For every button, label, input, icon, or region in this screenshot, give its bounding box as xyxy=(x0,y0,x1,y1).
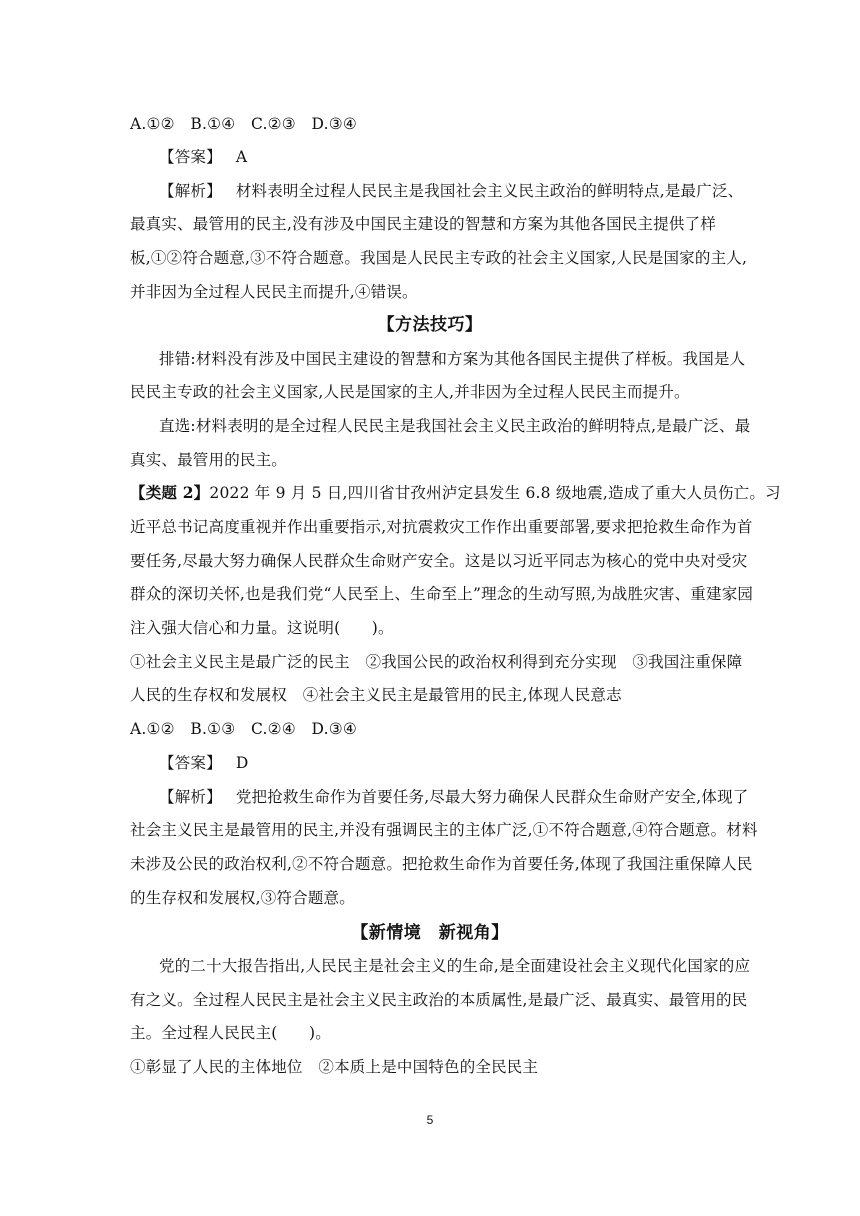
tips-line-2: 民民主专政的社会主义国家,人民是国家的主人,并非因为全过程人民民主而提升。 xyxy=(130,383,690,401)
analysis-text: 党把抢救生命作为首要任务,尽最大努力确保人民群众生命财产安全,体现了 xyxy=(235,788,749,806)
q2-analysis-line-2: 社会主义民主是最管用的民主,并没有强调民主的主体广泛,①不符合题意,④符合题意。材料 xyxy=(130,821,758,839)
q2-choice-line-2: 人民的生存权和发展权 ④社会主义民主是最管用的民主,体现人民意志 xyxy=(130,686,622,704)
q2-options: A.①② B.①③ C.②④ D.③④ xyxy=(130,720,357,738)
q2-stem-text: 2022 年 9 月 5 日,四川省甘孜州泸定县发生 6.8 级地震,造成了重大人员伤亡。习 xyxy=(209,484,781,502)
q1-analysis-line-4: 并非因为全过程人民民主而提升,④错误。 xyxy=(130,283,418,301)
q2-stem-line-3: 要任务,尽最大努力确保人民群众生命财产安全。这是以习近平同志为核心的党中央对受灾 xyxy=(130,552,748,570)
tips-line-4: 真实、最管用的民主。 xyxy=(130,451,288,469)
answer-label: 【答案】 xyxy=(159,754,222,772)
analysis-text: 材料表明全过程人民民主是我国社会主义民主政治的鲜明特点,是最广泛、 xyxy=(235,182,744,200)
q2-analysis-line-3: 未涉及公民的政治权利,②不符合题意。把抢救生命作为首要任务,体现了我国注重保障人民 xyxy=(130,855,753,873)
q2-stem-line-2: 近平总书记高度重视并作出重要指示,对抗震救灾工作作出重要部署,要求把抢救生命作为首 xyxy=(130,518,753,536)
page-number: 5 xyxy=(426,1113,434,1127)
answer-value: D xyxy=(235,754,249,772)
answer-value: A xyxy=(235,148,248,166)
q1-analysis-line-2: 最真实、最管用的民主,没有涉及中国民主建设的智慧和方案为其他各国民主提供了样 xyxy=(130,215,717,233)
q2-stem-line-4: 群众的深切关怀,也是我们党“人民至上、生命至上”理念的生动写照,为战胜灾害、重建家园 xyxy=(130,585,754,603)
q2-choice-line-1: ①社会主义民主是最广泛的民主 ②我国公民的政治权利得到充分实现 ③我国注重保障 xyxy=(130,653,743,671)
tips-line-1: 排错:材料没有涉及中国民主建设的智慧和方案为其他各国民主提供了样板。我国是人 xyxy=(159,350,746,368)
q1-answer xyxy=(159,147,759,167)
q1-analysis-line-3: 板,①②符合题意,③不符合题意。我国是人民民主专政的社会主义国家,人民是国家的主人, xyxy=(130,249,748,267)
new-stem-line-3: 主。全过程人民民主( )。 xyxy=(130,1024,331,1042)
new-stem-line-2: 有之义。全过程人民民主是社会主义民主政治的本质属性,是最广泛、最真实、最管用的民 xyxy=(130,991,748,1009)
new-section-heading: 【新情境 新视角】 xyxy=(351,923,509,943)
q2-analysis-line-4: 的生存权和发展权,③符合题意。 xyxy=(130,889,355,907)
analysis-label: 【解析】 xyxy=(159,788,222,806)
q2-answer xyxy=(159,753,759,773)
tips-heading: 【方法技巧】 xyxy=(377,315,483,335)
analysis-label: 【解析】 xyxy=(159,182,222,200)
answer-label: 【答案】 xyxy=(159,148,222,166)
q2-stem-line-5: 注入强大信心和力量。这说明( )。 xyxy=(130,619,394,637)
new-stem-line-1: 党的二十大报告指出,人民民主是社会主义的生命,是全面建设社会主义现代化国家的应 xyxy=(159,957,751,975)
tips-line-3: 直选:材料表明的是全过程人民民主是我国社会主义民主政治的鲜明特点,是最广泛、最 xyxy=(159,417,751,435)
new-choice-line: ①彰显了人民的主体地位 ②本质上是中国特色的全民民主 xyxy=(130,1058,539,1076)
q2-stem-line-1 xyxy=(130,483,781,503)
q1-analysis-line-1 xyxy=(159,181,759,201)
q2-label: 【类题 2】 xyxy=(130,483,210,502)
q1-options: A.①② B.①④ C.②③ D.③④ xyxy=(130,115,357,133)
q2-analysis-line-1 xyxy=(159,787,759,807)
